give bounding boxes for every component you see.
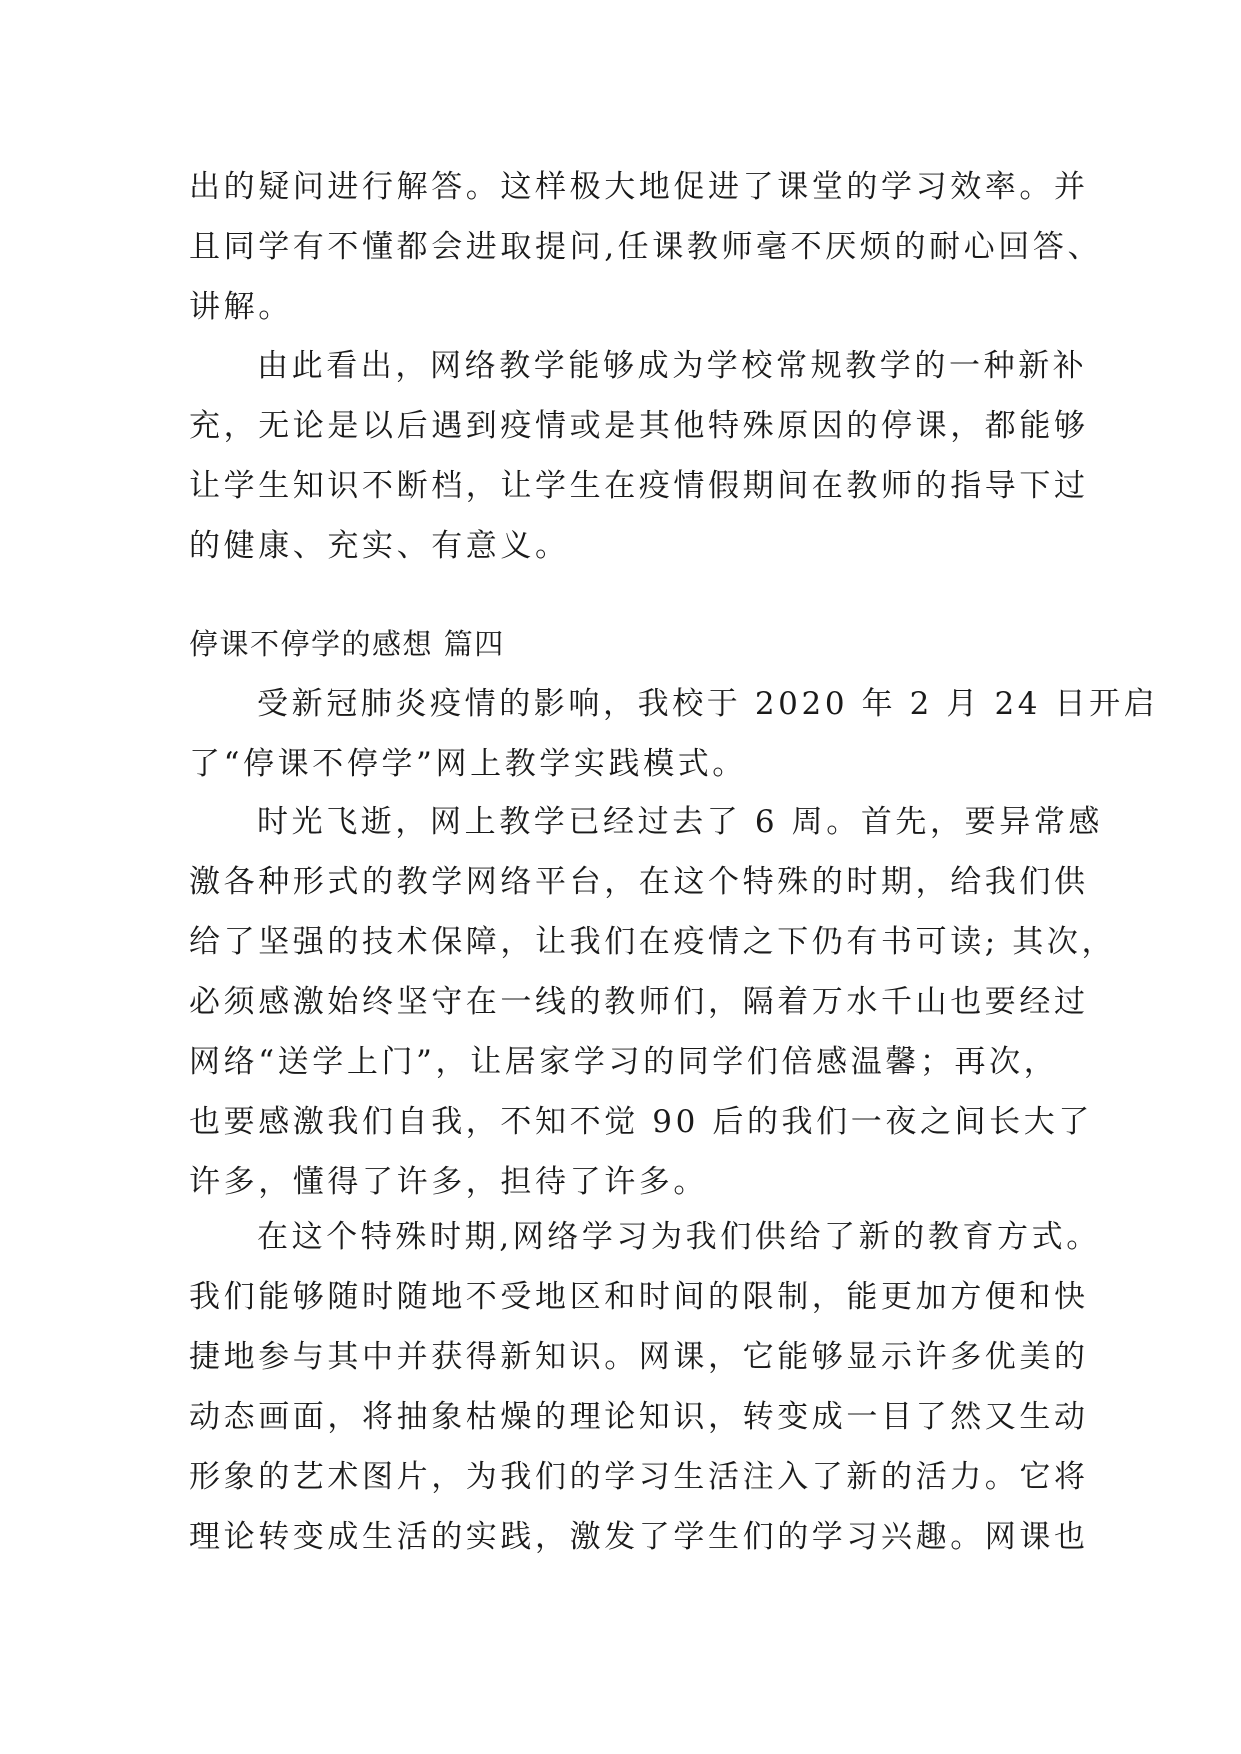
paragraph-5 bbox=[189, 1207, 1101, 1567]
text-line: 激各种形式的教学网络平台，在这个特殊的时期，给我们供 bbox=[189, 864, 1089, 900]
paragraph-2 bbox=[189, 336, 1089, 576]
text-line: 受新冠肺炎疫情的影响，我校于 2020 年 2 月 24 日开启 bbox=[257, 686, 1159, 722]
text-line: 我们能够随时随地不受地区和时间的限制，能更加方便和快 bbox=[189, 1279, 1089, 1315]
text-line: 理论转变成生活的实践，激发了学生们的学习兴趣。网课也 bbox=[189, 1519, 1089, 1555]
text-line: 捷地参与其中并获得新知识。网课，它能够显示许多优美的 bbox=[189, 1339, 1089, 1375]
paragraph-1 bbox=[189, 157, 1103, 337]
text-line: 的健康、充实、有意义。 bbox=[189, 528, 570, 564]
text-line: 网络“送学上门”，让居家学习的同学们倍感温馨；再次， bbox=[189, 1044, 1059, 1080]
section-heading: 停课不停学的感想 篇四 bbox=[189, 627, 505, 661]
text-line: 且同学有不懂都会进取提问,任课教师毫不厌烦的耐心回答、 bbox=[189, 229, 1103, 265]
text-line: 也要感激我们自我，不知不觉 90 后的我们一夜之间长大了 bbox=[189, 1104, 1093, 1140]
text-line: 动态画面，将抽象枯燥的理论知识，转变成一目了然又生动 bbox=[189, 1399, 1089, 1435]
text-line: 时光飞逝，网上教学已经过去了 6 周。首先，要异常感 bbox=[257, 804, 1104, 840]
text-line: 了“停课不停学”网上教学实践模式。 bbox=[189, 746, 747, 782]
paragraph-3 bbox=[189, 674, 1159, 794]
text-line: 让学生知识不断档，让学生在疫情假期间在教师的指导下过 bbox=[189, 468, 1089, 504]
text-line: 讲解。 bbox=[189, 289, 293, 325]
text-line: 在这个特殊时期,网络学习为我们供给了新的教育方式。 bbox=[257, 1219, 1101, 1255]
text-line: 许多，懂得了许多，担待了许多。 bbox=[189, 1164, 708, 1200]
text-line: 形象的艺术图片，为我们的学习生活注入了新的活力。它将 bbox=[189, 1459, 1089, 1495]
text-line: 充，无论是以后遇到疫情或是其他特殊原因的停课，都能够 bbox=[189, 408, 1089, 444]
text-line: 出的疑问进行解答。这样极大地促进了课堂的学习效率。并 bbox=[189, 169, 1089, 205]
text-line: 给了坚强的技术保障，让我们在疫情之下仍有书可读; 其次， bbox=[189, 924, 1117, 960]
text-line: 由此看出，网络教学能够成为学校常规教学的一种新补 bbox=[257, 348, 1088, 384]
paragraph-4 bbox=[189, 792, 1117, 1212]
text-line: 必须感激始终坚守在一线的教师们，隔着万水千山也要经过 bbox=[189, 984, 1089, 1020]
